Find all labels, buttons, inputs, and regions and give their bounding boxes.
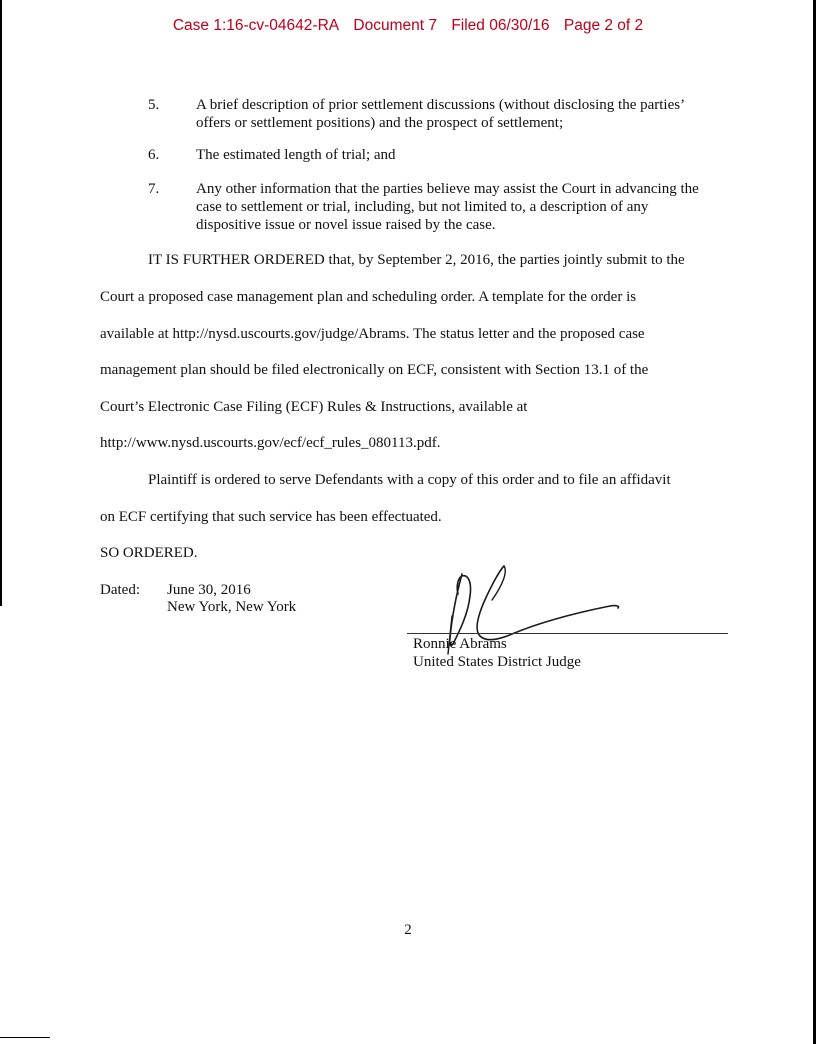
list-item-number: 7. [148, 181, 160, 197]
filed-date: Filed 06/30/16 [451, 17, 550, 34]
list-item [148, 96, 708, 132]
paragraph-line: on ECF certifying that such service has been effectuated. [100, 509, 442, 525]
list-item-text: The estimated length of trial; and [196, 147, 396, 163]
list-item-text: A brief description of prior settlement discussions (without disclosing the parties’ offers or settlement positions) and the prospect of settlement; [196, 97, 684, 131]
list-item-number: 6. [148, 147, 160, 163]
case-number: Case 1:16-cv-04642-RA [172, 17, 340, 34]
page-number: 2 [404, 922, 412, 938]
list-item [148, 146, 708, 164]
dated-date: June 30, 2016 [167, 582, 251, 598]
paragraph-line: http://www.nysd.uscourts.gov/ecf/ecf_rules_080113.pdf. [100, 435, 441, 451]
dated-block [167, 582, 296, 616]
dated-label: Dated: [100, 582, 140, 598]
scan-edge-bottom [0, 1037, 50, 1038]
paragraph-line: available at http://nysd.uscourts.gov/judge/Abrams. The status letter and the proposed case [100, 326, 645, 342]
dated-place: New York, New York [167, 599, 297, 615]
paragraph-line: IT IS FURTHER ORDERED that, by September 2, 2016, the parties jointly submit to the [148, 252, 685, 268]
ecf-header-stamp [0, 17, 816, 35]
signature-line [407, 633, 728, 634]
paragraph-line: management plan should be filed electronically on ECF, consistent with Section 13.1 of the [100, 362, 649, 378]
list-item-number: 5. [148, 97, 160, 113]
list-item-text: Any other information that the parties believe may assist the Court in advancing the case to settlement or trial, including, but not limited to, a description of any dispositive issue or novel issue raised by the case. [196, 181, 699, 233]
so-ordered: SO ORDERED. [100, 545, 198, 561]
page-count: Page 2 of 2 [563, 17, 644, 34]
document-number: Document 7 [353, 17, 437, 34]
paragraph-line: Court’s Electronic Case Filing (ECF) Rules & Instructions, available at [100, 399, 528, 415]
list-item [148, 180, 708, 234]
judge-name: Ronnie Abrams [413, 636, 507, 652]
paragraph-line: Court a proposed case management plan and scheduling order. A template for the order is [100, 289, 637, 305]
judge-title: United States District Judge [413, 654, 581, 670]
paragraph-line: Plaintiff is ordered to serve Defendants with a copy of this order and to file an affidavit [148, 472, 671, 488]
scan-edge-left [0, 0, 2, 606]
